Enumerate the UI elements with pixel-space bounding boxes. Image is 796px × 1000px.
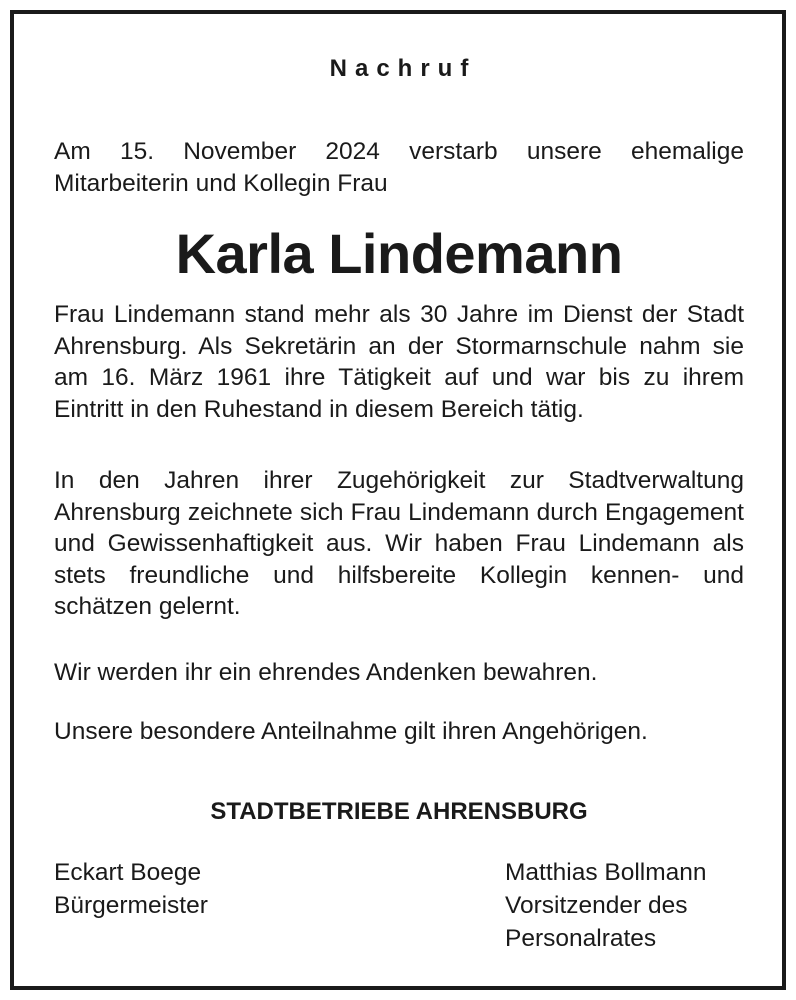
- intro-line-2: Mitarbeiterin und Kollegin Frau: [54, 169, 388, 197]
- service-paragraph: Frau Lindemann stand mehr als 30 Jahre im Dienst der Stadt Ahrensburg. Als Sekretärin an der Stormarnschule nahm sie am 16. März 1961 ihre Tätigkeit auf und war bis zu ihrem Eintritt in den Ruhestand in diesem Bereich tätig.: [54, 301, 744, 423]
- memory-paragraph: Wir werden ihr ein ehrendes Andenken bewahren.: [54, 659, 598, 686]
- intro-text: [54, 136, 744, 199]
- signatory-right-name: Matthias Bollmann: [505, 859, 707, 886]
- signatory-right-role-line-1: Vorsitzender des: [505, 892, 688, 919]
- signatory-left: [54, 856, 208, 922]
- notice-heading: Nachruf: [329, 55, 477, 82]
- tribute-paragraph: In den Jahren ihrer Zugehörigkeit zur Stadtverwaltung Ahrensburg zeichnete sich Frau Lindemann durch Engagement und Gewissenhaftigkeit aus. Wir haben Frau Lindemann als stets freundliche und hilfsbereite Kollegin kennen- und schätzen gelernt.: [54, 467, 744, 620]
- signatory-right-role-line-2: Personalrates: [505, 925, 657, 952]
- intro-line-1: Am 15. November 2024 verstarb unsere ehemalige: [54, 138, 744, 165]
- signatory-left-role: Bürgermeister: [54, 892, 208, 919]
- signatory-left-name: Eckart Boege: [54, 859, 202, 886]
- sympathy-paragraph: Unsere besondere Anteilnahme gilt ihren Angehörigen.: [54, 718, 648, 745]
- deceased-name: Karla Lindemann: [175, 222, 623, 285]
- organization-name: STADTBETRIEBE AHRENSBURG: [210, 798, 588, 825]
- signatory-right: [505, 856, 707, 955]
